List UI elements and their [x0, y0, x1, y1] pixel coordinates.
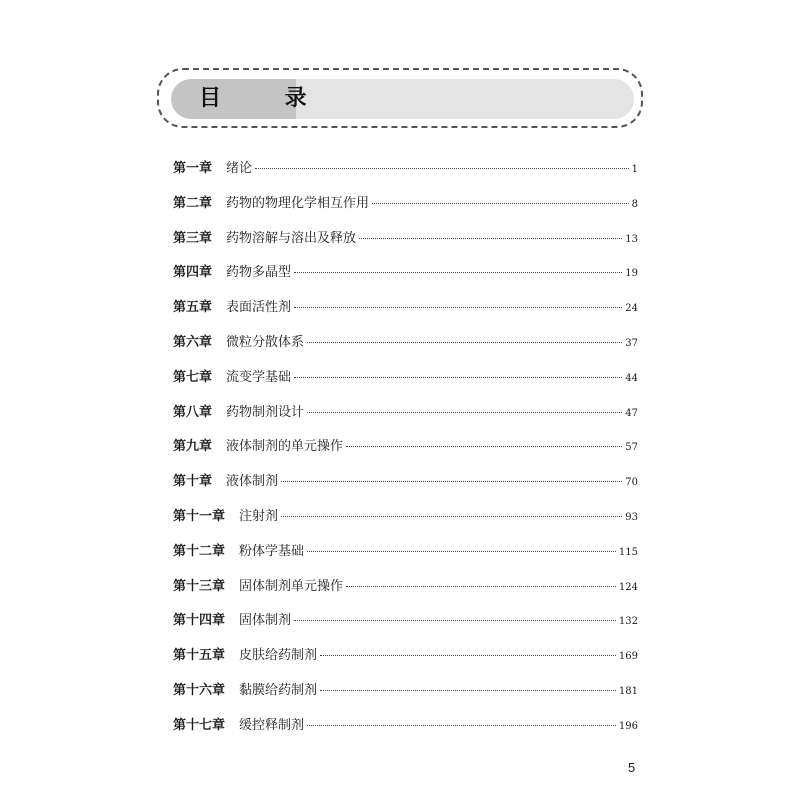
- page-number: 5: [628, 760, 636, 775]
- toc-chapter-title: 固体制剂: [239, 613, 292, 629]
- toc-entry[interactable]: [173, 505, 638, 540]
- toc-page-number: 13: [625, 233, 638, 245]
- toc-chapter-title: 液体制剂的单元操作: [226, 439, 344, 455]
- toc-dot-leader: [294, 620, 616, 621]
- toc-chapter-title: 粉体学基础: [239, 543, 305, 559]
- toc-chapter-label: 第七章: [173, 369, 213, 385]
- toc-page-number: 37: [625, 337, 638, 349]
- toc-chapter-label: 第一章: [173, 161, 213, 176]
- toc-chapter-label: 第十四章: [173, 613, 226, 629]
- toc-page-number: 8: [631, 198, 638, 210]
- toc-chapter-label: 第八章: [173, 404, 213, 420]
- toc-chapter-label: 第六章: [173, 334, 213, 350]
- toc-page-number: 19: [625, 268, 638, 280]
- toc-page-number: 169: [618, 651, 638, 663]
- toc-entry[interactable]: [173, 157, 638, 192]
- table-of-contents: [173, 157, 638, 749]
- toc-page-number: 132: [618, 616, 638, 628]
- toc-page-number: 196: [618, 720, 638, 732]
- toc-entry[interactable]: [173, 192, 638, 227]
- toc-page-number: 70: [625, 477, 638, 489]
- toc-chapter-title: 液体制剂: [226, 474, 279, 490]
- toc-dot-leader: [281, 516, 622, 517]
- toc-chapter-label: 第十章: [173, 474, 213, 490]
- toc-dot-leader: [372, 203, 629, 204]
- toc-chapter-title: 药物制剂设计: [226, 404, 305, 420]
- toc-dot-leader: [320, 690, 616, 691]
- toc-chapter-label: 第十一章: [173, 508, 226, 524]
- toc-dot-leader: [359, 238, 622, 239]
- toc-chapter-title: 黏膜给药制剂: [239, 682, 318, 698]
- toc-chapter-title: 皮肤给药制剂: [239, 648, 318, 664]
- toc-entry[interactable]: [173, 540, 638, 575]
- toc-entry[interactable]: [173, 296, 638, 331]
- toc-chapter-label: 第五章: [173, 300, 213, 316]
- toc-dot-leader: [307, 342, 622, 343]
- toc-chapter-label: 第三章: [173, 230, 213, 246]
- toc-chapter-title: 固体制剂单元操作: [239, 578, 344, 594]
- toc-entry[interactable]: [173, 470, 638, 505]
- toc-page-number: 1: [631, 164, 638, 175]
- toc-dot-leader: [294, 272, 622, 273]
- toc-dot-leader: [307, 725, 616, 726]
- toc-dot-leader: [294, 377, 622, 378]
- toc-page-number: 24: [625, 303, 638, 315]
- toc-dot-leader: [320, 655, 616, 656]
- toc-entry[interactable]: [173, 366, 638, 401]
- toc-chapter-title: 注射剂: [239, 508, 279, 524]
- toc-dot-leader: [294, 307, 622, 308]
- toc-page-number: 115: [618, 546, 638, 558]
- toc-page-number: 44: [625, 372, 638, 384]
- toc-dot-leader: [346, 586, 616, 587]
- toc-dot-leader: [307, 551, 616, 552]
- toc-page-number: 57: [625, 442, 638, 454]
- toc-chapter-title: 药物的物理化学相互作用: [226, 195, 370, 211]
- toc-chapter-label: 第九章: [173, 439, 213, 455]
- toc-dot-leader: [346, 446, 622, 447]
- toc-chapter-label: 第十五章: [173, 648, 226, 664]
- toc-chapter-label: 第十七章: [173, 717, 226, 733]
- toc-entry[interactable]: [173, 435, 638, 470]
- toc-chapter-label: 第十三章: [173, 578, 226, 594]
- toc-entry[interactable]: [173, 261, 638, 296]
- toc-entry[interactable]: [173, 714, 638, 749]
- toc-chapter-label: 第四章: [173, 265, 213, 281]
- toc-chapter-title: 表面活性剂: [226, 300, 292, 316]
- toc-entry[interactable]: [173, 227, 638, 262]
- toc-chapter-title: 流变学基础: [226, 369, 292, 385]
- toc-dot-leader: [255, 168, 629, 169]
- toc-chapter-label: 第十六章: [173, 682, 226, 698]
- toc-dot-leader: [281, 481, 622, 482]
- toc-chapter-title: 绪论: [226, 161, 253, 176]
- toc-entry[interactable]: [173, 679, 638, 714]
- toc-entry[interactable]: [173, 644, 638, 679]
- toc-page-number: 47: [625, 407, 638, 419]
- header-bar: [171, 79, 634, 119]
- toc-chapter-label: 第十二章: [173, 543, 226, 559]
- toc-chapter-title: 微粒分散体系: [226, 334, 305, 350]
- toc-page-number: 93: [625, 511, 638, 523]
- toc-chapter-label: 第二章: [173, 195, 213, 211]
- toc-chapter-title: 药物溶解与溶出及释放: [226, 230, 357, 246]
- toc-entry[interactable]: [173, 609, 638, 644]
- toc-chapter-title: 缓控释制剂: [239, 717, 305, 733]
- toc-chapter-title: 药物多晶型: [226, 265, 292, 281]
- toc-entry[interactable]: [173, 331, 638, 366]
- toc-page-number: 124: [618, 581, 638, 593]
- toc-page-number: 181: [618, 685, 638, 697]
- toc-entry[interactable]: [173, 575, 638, 610]
- toc-dot-leader: [307, 412, 622, 413]
- page-title: 目 录: [199, 86, 335, 111]
- toc-entry[interactable]: [173, 401, 638, 436]
